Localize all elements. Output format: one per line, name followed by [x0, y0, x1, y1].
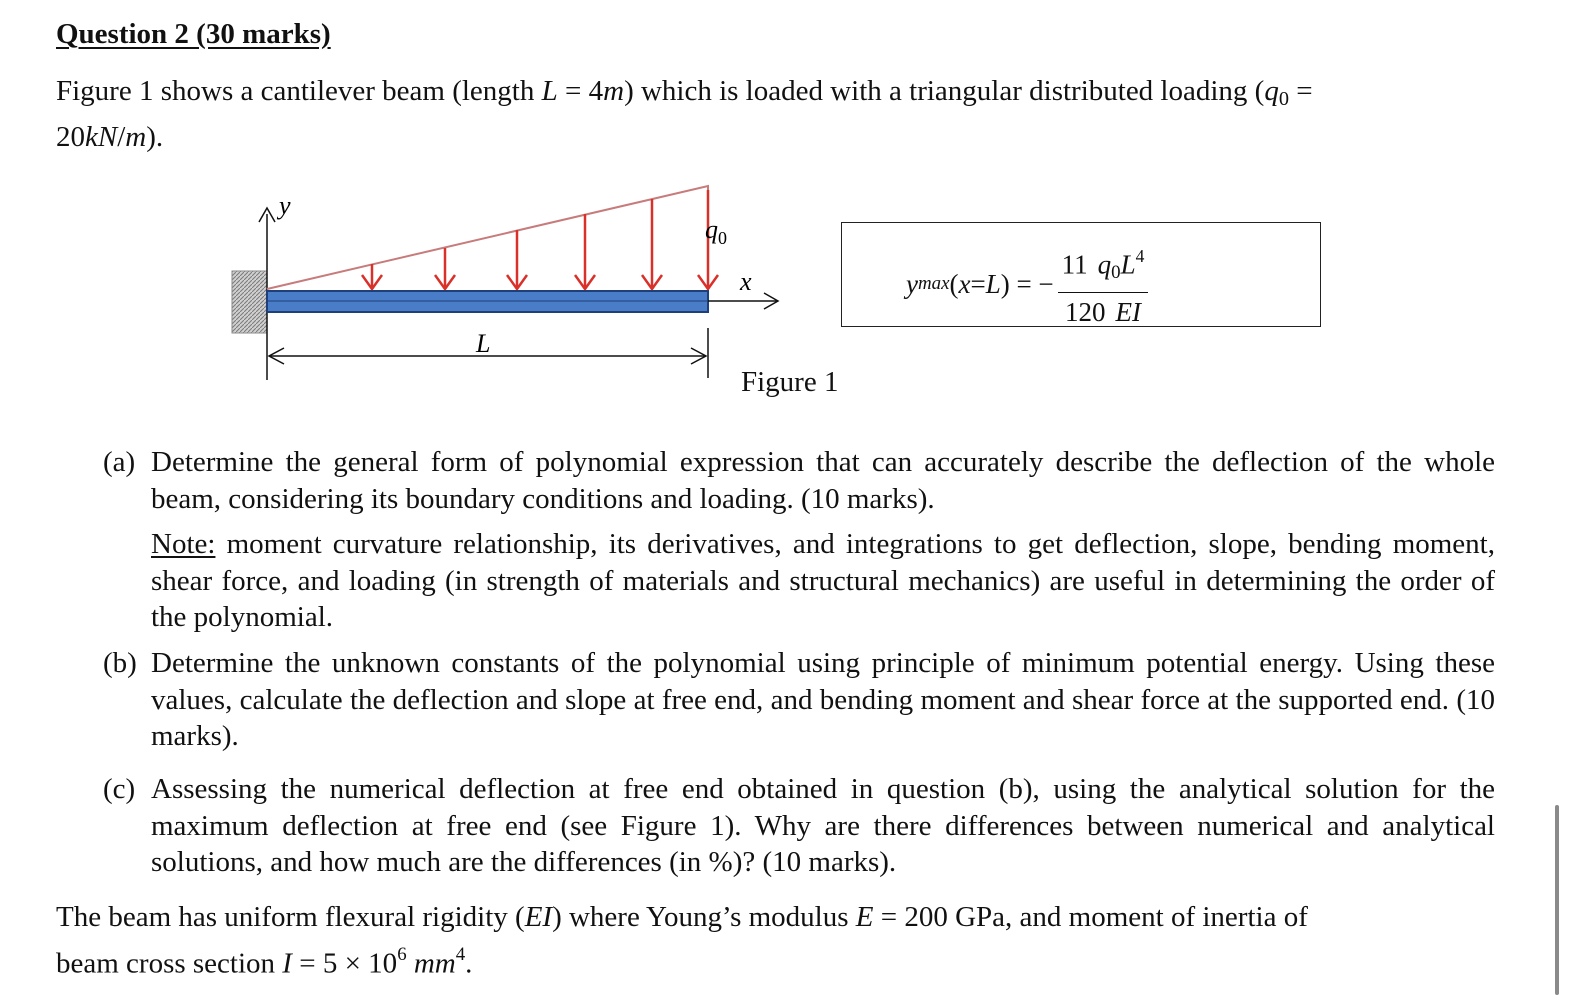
x-axis-label: x — [740, 267, 752, 296]
fixed-support-wall — [232, 271, 267, 333]
part-b-label: (b) — [103, 647, 137, 679]
part-c-text: Assessing the numerical deflection at free end obtained in question (b), using the analytical solution for the maximum deflection at free end (see Figure 1). Why are there differences between numerical and analytical solutions, and how much are the differences (in %)? (10 marks). — [151, 773, 1495, 878]
vertical-scrollbar[interactable] — [1555, 805, 1559, 995]
part-a-note — [151, 526, 1495, 636]
load-arrow — [435, 248, 455, 289]
part-c-label: (c) — [103, 773, 136, 805]
fraction-denominator: 120 EI — [1065, 297, 1142, 328]
formula-fraction — [1058, 239, 1149, 329]
part-a — [103, 444, 1495, 517]
intro-line-2: 20kN/m). — [56, 121, 164, 154]
load-arrow — [507, 230, 527, 289]
intro-line-1: Figure 1 shows a cantilever beam (length L = 4m) which is loaded with a triangular distributed loading ($q_0$ = — [56, 75, 1313, 111]
part-b-text: Determine the unknown constants of the polynomial using principle of minimum potential energy. Using these values, calculate the deflection and slope at free end, and bending moment and shear force at the supported end. (10 marks). — [151, 647, 1495, 752]
part-a-text: Determine the general form of polynomial expression that can accurately describe the deflection of the whole beam, considering its boundary conditions and loading. (10 marks). — [151, 446, 1495, 515]
outro-line-1: The beam has uniform flexural rigidity (EI) where Young’s modulus E = 200 GPa, and moment of inertia of — [56, 901, 1308, 933]
figure-caption: Figure 1 — [741, 366, 839, 398]
y-axis-label: y — [279, 191, 291, 220]
outro-line-2: beam cross section $I = 5 \times 10^6$ $mm^4$. — [56, 944, 473, 980]
max-deflection-formula-box — [841, 222, 1321, 327]
q0-label: $q_0$ — [705, 215, 727, 248]
length-label: L — [476, 329, 491, 358]
note-label: Note: — [151, 528, 216, 560]
triangular-load-outline — [267, 186, 708, 289]
beam-properties-paragraph — [56, 898, 1496, 982]
cantilever-beam-figure — [0, 0, 860, 400]
max-deflection-formula: y max ( x = L ) = − $\frac{11 q_0L^4}{120 EI}$ — [906, 239, 1148, 329]
load-arrow — [362, 264, 382, 289]
part-c — [103, 771, 1495, 881]
part-a-label: (a) — [103, 446, 136, 478]
note-text: moment curvature relationship, its derivatives, and integrations to get deflection, slope, bending moment, shear force, and loading (in strength of materials and structural mechanics) are useful in determining the order of the polynomial. — [151, 528, 1495, 633]
load-arrows — [362, 190, 718, 289]
part-b — [103, 645, 1495, 755]
load-arrow — [642, 199, 662, 289]
fraction-numerator: 11 $q_0L^4$ — [1058, 239, 1149, 293]
question-title: Question 2 (30 marks) — [56, 18, 331, 50]
load-arrow — [575, 214, 595, 289]
